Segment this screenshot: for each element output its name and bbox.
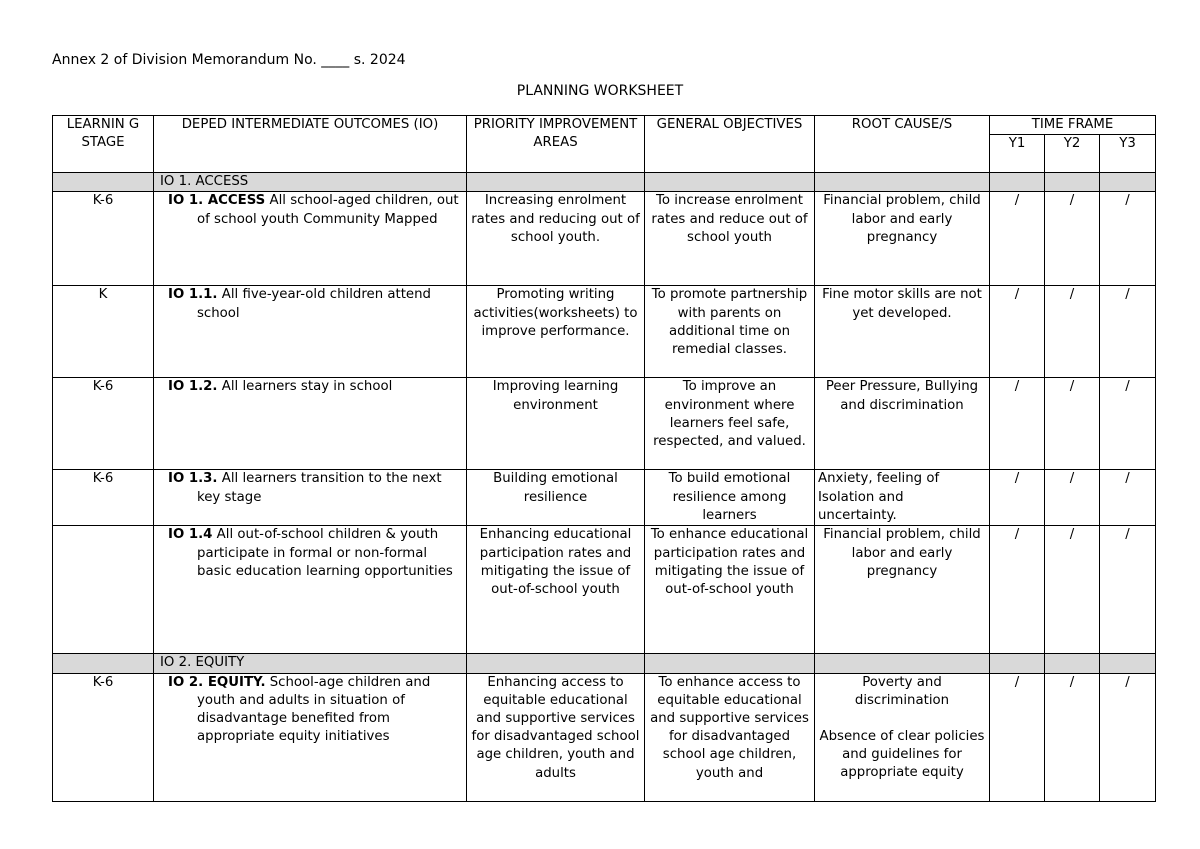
- table-row: [53, 286, 1156, 378]
- root-cause-cell: Financial problem, child labor and early pregnancy: [815, 192, 990, 286]
- col-header-y1: Y1: [990, 135, 1045, 173]
- y3-mark: /: [1100, 378, 1156, 470]
- outcome-text: All out-of-school children & youth participate in formal or non-formal basic education learning opportunities: [197, 527, 453, 579]
- objective-cell: To improve an environment where learners feel safe, respected, and valued.: [645, 378, 815, 470]
- root-cause-cell: [815, 673, 990, 801]
- y2-mark: /: [1045, 286, 1100, 378]
- outcome-code: IO 1.1.: [168, 287, 218, 303]
- priority-cell: Improving learning environment: [467, 378, 645, 470]
- col-header-y2: Y2: [1045, 135, 1100, 173]
- col-header-time-frame: TIME FRAME: [990, 116, 1156, 135]
- outcome-code: IO 1.4: [168, 527, 213, 543]
- y1-mark: /: [990, 526, 1045, 654]
- header-row: [53, 116, 1156, 135]
- stage-cell: K-6: [53, 673, 154, 801]
- outcome-cell: [154, 526, 467, 654]
- y3-mark: /: [1100, 286, 1156, 378]
- outcome-cell: [154, 192, 467, 286]
- stage-cell: K: [53, 286, 154, 378]
- col-header-stage: LEARNIN G STAGE: [53, 116, 154, 173]
- outcome-text: All learners transition to the next key stage: [197, 471, 442, 505]
- y1-mark: /: [990, 673, 1045, 801]
- col-header-root-cause: ROOT CAUSE/S: [815, 116, 990, 173]
- priority-cell: Building emotional resilience: [467, 470, 645, 526]
- stage-cell: [53, 526, 154, 654]
- col-header-priority: PRIORITY IMPROVEMENT AREAS: [467, 116, 645, 173]
- y3-mark: /: [1100, 192, 1156, 286]
- col-header-objectives: GENERAL OBJECTIVES: [645, 116, 815, 173]
- outcome-cell: [154, 286, 467, 378]
- y1-mark: /: [990, 286, 1045, 378]
- outcome-text: All school-aged children, out of school youth Community Mapped: [197, 193, 459, 227]
- col-header-outcomes: DEPED INTERMEDIATE OUTCOMES (IO): [154, 116, 467, 173]
- table-row: [53, 526, 1156, 654]
- section-title: IO 1. ACCESS: [154, 173, 467, 192]
- objective-cell: To enhance access to equitable educational and supportive services for disadvantaged school age children, youth and: [645, 673, 815, 801]
- root-cause-cell: Peer Pressure, Bullying and discrimination: [815, 378, 990, 470]
- objective-cell: To enhance educational participation rates and mitigating the issue of out-of-school youth: [645, 526, 815, 654]
- objective-cell: To build emotional resilience among learners: [645, 470, 815, 526]
- section-title: IO 2. EQUITY: [154, 654, 467, 673]
- y3-mark: /: [1100, 526, 1156, 654]
- outcome-cell: [154, 673, 467, 801]
- y2-mark: /: [1045, 470, 1100, 526]
- root-cause-cell: Anxiety, feeling of Isolation and uncertainty.: [815, 470, 990, 526]
- outcome-code: IO 1. ACCESS: [168, 193, 266, 209]
- root-cause-cell: Fine motor skills are not yet developed.: [815, 286, 990, 378]
- col-header-y3: Y3: [1100, 135, 1156, 173]
- priority-cell: Enhancing access to equitable educational and supportive services for disadvantaged school age children, youth and adults: [467, 673, 645, 801]
- y2-mark: /: [1045, 378, 1100, 470]
- y1-mark: /: [990, 192, 1045, 286]
- outcome-code: IO 1.2.: [168, 379, 218, 395]
- table-row: [53, 192, 1156, 286]
- table-row: [53, 378, 1156, 470]
- y2-mark: /: [1045, 192, 1100, 286]
- outcome-text: All learners stay in school: [217, 379, 393, 395]
- outcome-code: IO 2. EQUITY.: [168, 674, 266, 690]
- y2-mark: /: [1045, 673, 1100, 801]
- priority-cell: Enhancing educational participation rates and mitigating the issue of out-of-school youth: [467, 526, 645, 654]
- table-row: [53, 470, 1156, 526]
- planning-worksheet-table: [52, 115, 1156, 802]
- stage-cell: K-6: [53, 192, 154, 286]
- outcome-text: School-age children and youth and adults in situation of disadvantage benefited from appropriate equity initiatives: [197, 674, 431, 745]
- stage-cell: K-6: [53, 470, 154, 526]
- y1-mark: /: [990, 378, 1045, 470]
- y3-mark: /: [1100, 470, 1156, 526]
- y3-mark: /: [1100, 673, 1156, 801]
- root-cause-text-secondary: Absence of clear policies and guidelines for appropriate equity: [819, 729, 985, 781]
- outcome-cell: [154, 378, 467, 470]
- objective-cell: To increase enrolment rates and reduce out of school youth: [645, 192, 815, 286]
- stage-cell: K-6: [53, 378, 154, 470]
- root-cause-cell: Financial problem, child labor and early pregnancy: [815, 526, 990, 654]
- page-title: PLANNING WORKSHEET: [516, 83, 684, 99]
- root-cause-text: Poverty and discrimination: [854, 674, 950, 708]
- priority-cell: Promoting writing activities(worksheets) to improve performance.: [467, 286, 645, 378]
- table-row: [53, 673, 1156, 801]
- annex-reference: Annex 2 of Division Memorandum No. ____ s. 2024: [52, 52, 406, 68]
- y1-mark: /: [990, 470, 1045, 526]
- priority-cell: Increasing enrolment rates and reducing out of school youth.: [467, 192, 645, 286]
- y2-mark: /: [1045, 526, 1100, 654]
- outcome-text: All five-year-old children attend school: [197, 287, 431, 321]
- section-row-equity: [53, 654, 1156, 673]
- objective-cell: To promote partnership with parents on additional time on remedial classes.: [645, 286, 815, 378]
- outcome-code: IO 1.3.: [168, 471, 218, 487]
- section-row-access: [53, 173, 1156, 192]
- outcome-cell: [154, 470, 467, 526]
